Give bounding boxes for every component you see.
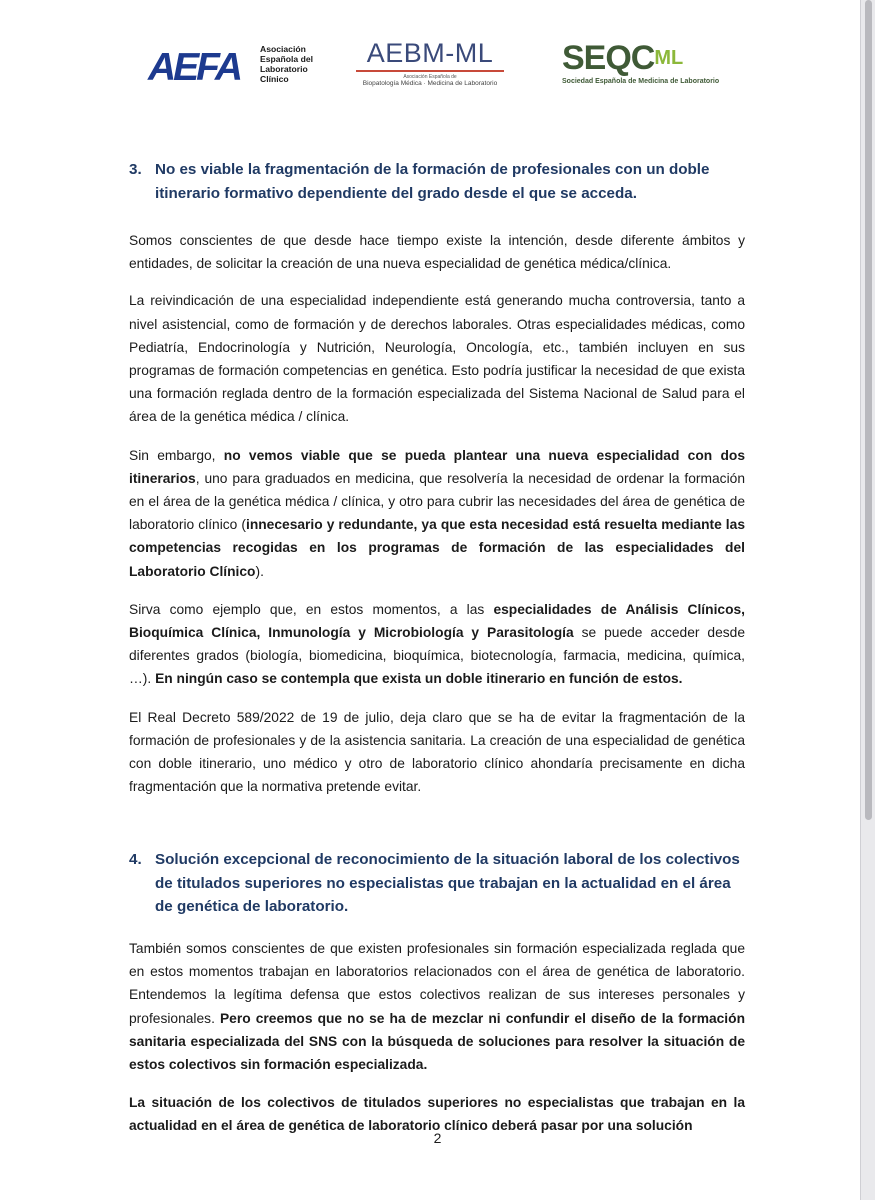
paragraph: El Real Decreto 589/2022 de 19 de julio, deja claro que se ha de evitar la fragmentación de la formación de profesionales y de la asistencia sanitaria. La creación de una especialidad de genética con doble itinerario, uno médico y otro de laboratorio clínico ahondaría precisamente en dicha fragmentación que la normativa pretende evitar. [129,709,745,795]
bold-text: En ningún caso se contempla que exista un doble itinerario en función de estos. [155,671,683,687]
paragraph [129,444,745,583]
bold-text: innecesario y redundante, ya que esta necesidad está resuelta mediante las competencias recogidas en los programas de formación de las especialidades del Laboratorio Clínico [129,517,745,579]
seqc-logo-text: SEQC [562,39,655,77]
paragraph [129,937,745,1076]
paragraph [129,598,745,691]
seqc-logo-name: Sociedad Española de Medicina de Laboratorio [562,78,720,85]
section-number: 4. [129,851,142,869]
section-number: 3. [129,161,142,178]
section-title: No es viable la fragmentación de la formación de profesionales con un doble itinerario formativo dependiente del grado desde el que se acceda. [155,161,710,202]
text-run: , uno para graduados en medicina, que resolvería la necesidad de ordenar la formación en el área de la genética médica / clínica, y otro para cubrir las necesidades del área de genética de laboratorio clínico ( [129,470,745,533]
section-title: Solución excepcional de reconocimiento de la situación laboral de los colectivos de titulados superiores no especialistas que trabajan en la actualidad en el área de genética de laboratorio. [155,851,740,916]
document-body [129,158,745,1138]
aefa-logo-name [260,44,330,84]
bold-text: La situación de los colectivos de titulados superiores no especialistas que trabajan en la actualidad en el área de genética de laboratorio clínico deberá pasar por una solución [129,1095,745,1134]
page-number: 2 [433,1130,442,1146]
bold-text: especialidades de Análisis Clínicos, Bioquímica Clínica, Inmunología y Microbiología y Parasitología [129,601,746,641]
paragraph: Somos conscientes de que desde hace tiempo existe la intención, desde diferente ámbitos y entidades, de solicitar la creación de una nueva especialidad de genética médica/clínica. [129,233,745,272]
bold-text: no vemos viable que se pueda plantear una nueva especialidad con dos itinerarios [129,447,745,486]
text-run: Sirva como ejemplo que, en estos momentos, a las [129,601,494,617]
header-logos [0,38,860,98]
section-3-heading [129,158,745,205]
text-run: Sin embargo, [129,447,224,463]
aebm-logo-mark: AEBM-ML [366,38,494,68]
text-run: se puede acceder desde diferentes grados (biología, biomedicina, bioquímica, biotecnología, farmacia, medicina, química, …). [129,625,745,687]
aefa-name-line: Española del [260,54,314,64]
aefa-name-line: Clínico [260,74,289,84]
section-4-heading [129,848,745,919]
aebm-logo-subtitle: Asociación Española de [403,74,457,80]
seqc-logo-suffix: ML [654,47,684,69]
aebm-logo [352,38,508,88]
aefa-name-line: Asociación [260,44,306,54]
seqc-logo [562,40,742,86]
aebm-logo-name: Biopatología Médica · Medicina de Laboratorio [362,80,498,87]
aebm-logo-divider [356,70,504,72]
text-run: ). [255,563,264,579]
text-run: También somos conscientes de que existen profesionales sin formación especializada reglada que en estos momentos trabajan en laboratorios relacionados con el área de genética de laboratorio. Entendemos la legítima defensa que estos colectivos realizan de sus intereses personales y profesionales. [129,940,745,1026]
aefa-logo-mark: AEFA [148,46,241,89]
bold-text: Pero creemos que no se ha de mezclar ni confundir el diseño de la formación sanitaria especializada del SNS con la búsqueda de soluciones para resolver la situación de estos colectivos sin formación especializada. [129,1010,745,1072]
scrollbar[interactable] [865,0,872,820]
aefa-name-line: Laboratorio [260,64,308,74]
seqc-logo-mark [562,40,742,76]
paragraph: La reivindicación de una especialidad independiente está generando mucha controversia, tanto a nivel asistencial, como de formación y de derechos laborales. Otras especialidades médicas, como Pediatría, Endocrinología y Nutrición, Neurología, Oncología, etc., también incluyen en sus programas de formación competencias en genética. Esto podría justificar la necesidad de que exista una formación reglada dentro de la formación especializada del Sistema Nacional de Salud para el área de la genética médica / clínica. [129,293,745,425]
